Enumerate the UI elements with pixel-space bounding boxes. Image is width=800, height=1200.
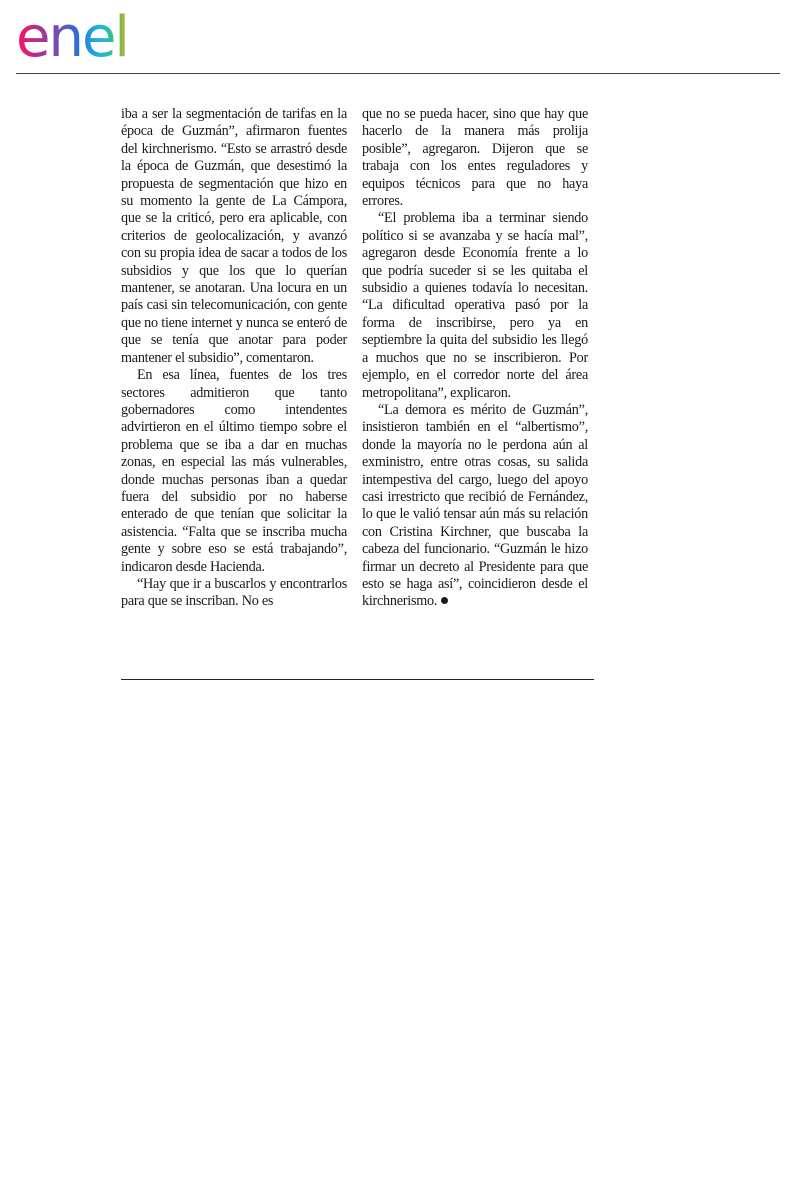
paragraph: iba a ser la segmentación de tarifas en la época de Guzmán”, afirmaron fuentes del kirchnerismo. “Esto se arrastró desde la época de Guzmán, que desestimó la propuesta de segmentación que hizo en su momento la gente de La Cámpora, que se la criticó, pero era aplicable, con criterios de geolocalización, y avanzó con su propia idea de sacar a todos de los subsidios y que los que lo querían mantener, se anotaran. Una locura en un país casi sin telecomunicación, con gente que no tiene internet y nunca se enteró de que se tenía que anotar para poder mantener el subsidio”, comentaron. xyxy=(121,106,347,366)
paragraph-text: “La demora es mérito de Guzmán”, insistieron también en el “albertismo”, donde la mayoría no le perdona aún al exministro, entre otras cosas, su salida intempestiva del cargo, luego del apoyo casi irrestricto que recibió de Fernández, lo que le valió tensar aún más su relación con Cristina Kirchner, que buscaba la cabeza del funcionario. “Guzmán le hizo firmar un decreto al Presidente para que esto se haga así”, coincidieron desde el kirchnerismo. xyxy=(362,401,588,610)
enel-logo xyxy=(16,6,176,68)
paragraph xyxy=(362,402,588,611)
paragraph: que no se pueda hacer, sino que hay que hacerlo de la manera más prolija posible”, agregaron. Dijeron que se trabaja con los entes reguladores y equipos técnicos para que no haya errores. xyxy=(362,106,588,210)
logo-text: enel xyxy=(16,6,128,68)
paragraph: “Hay que ir a buscarlos y encontrarlos para que se inscriban. No es xyxy=(121,575,347,610)
paragraph: “El problema iba a terminar siendo político si se avanzaba y se hacía mal”, agregaron desde Economía frente a lo que podría suceder si se les quitaba el subsidio a quienes todavía lo necesitan. “La dificultad operativa pasó por la forma de inscribirse, pero ya en septiembre la quita del subsidio les llegó a muchos que no se inscribieron. Por ejemplo, en el corredor norte del área metropolitana”, explicaron. xyxy=(362,210,588,401)
end-of-article-bullet xyxy=(441,597,448,604)
header-divider xyxy=(16,73,780,74)
article-column-left xyxy=(121,106,347,611)
paragraph: En esa línea, fuentes de los tres sectores admitieron que tanto gobernadores como intendentes advirtieron en el último tiempo sobre el problema que se iba a dar en muchas zonas, en especial las más vulnerables, donde muchas personas iban a quedar fuera del subsidio por no haberse enterado de que tenían que solicitar la asistencia. “Falta que se inscriba mucha gente y sobre eso se está trabajando”, indicaron desde Hacienda. xyxy=(121,367,347,575)
article-column-right xyxy=(362,106,588,611)
article-end-divider xyxy=(121,679,594,680)
